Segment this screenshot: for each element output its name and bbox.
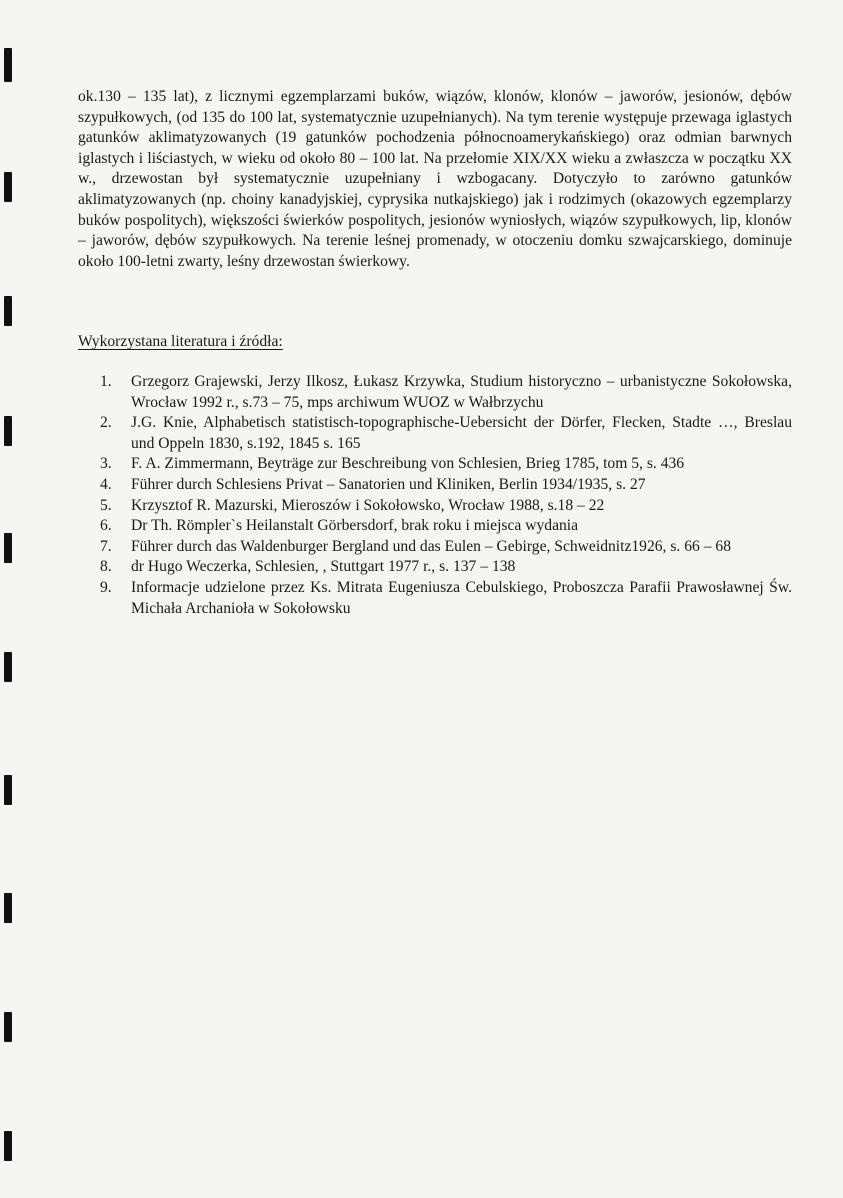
reference-item [100, 454, 792, 475]
reference-item [100, 475, 792, 496]
reference-text: Führer durch Schlesiens Privat – Sanatorien und Kliniken, Berlin 1934/1935, s. 27 [131, 475, 646, 493]
reference-number: 7. [100, 537, 112, 555]
binding-mark [4, 48, 12, 82]
binding-mark [4, 533, 12, 563]
body-text: ok.130 – 135 lat), z licznymi egzemplarzami buków, wiązów, klonów, klonów – jaworów, jesionów, dębów szypułkowych, (od 135 do 100 lat, systematycznie uzupełnianych). Na tym terenie występuje przewaga iglastych gatunków aklimatyzowanych (19 gatunków pochodzenia północnoamerykańskiego) oraz odmian barwnych iglastych i liściastych, w wieku od około 80 – 100 lat. Na przełomie XIX/XX wieku a zwłaszcza w początku XX w., drzewostan był systematycznie uzupełniany i wzbogacany. Dotyczyło to zarówno gatunków aklimatyzowanych (np. choiny kanadyjskiej, cyprysika nutkajskiego) jak i rodzimych (okazowych egzemplarzy buków pospolitych), większości świerków pospolitych, jesionów wyniosłych, wiązów szypułkowych, lip, klonów – jaworów, dębów szypułkowych. Na terenie leśnej promenady, w otoczeniu domku szwajcarskiego, dominuje około 100-letni zwarty, leśny drzewostan świerkowy. [78, 88, 792, 270]
reference-text: Krzysztof R. Mazurski, Mieroszów i Sokołowsko, Wrocław 1988, s.18 – 22 [131, 496, 605, 514]
reference-text: Grzegorz Grajewski, Jerzy Ilkosz, Łukasz Krzywka, Studium historyczno – urbanistyczne Sokołowska, Wrocław 1992 r., s.73 – 75, mps archiwum WUOZ w Wałbrzychu [131, 373, 792, 411]
reference-item [100, 413, 792, 454]
literature-heading: Wykorzystana literatura i źródła: [78, 333, 283, 350]
body-paragraph [78, 87, 792, 272]
reference-text: Dr Th. Römpler`s Heilanstalt Görbersdorf, brak roku i miejsca wydania [131, 517, 579, 535]
binding-mark [4, 172, 12, 202]
binding-mark [4, 893, 12, 923]
reference-item [100, 372, 792, 413]
reference-number: 6. [100, 517, 112, 535]
binding-mark [4, 1131, 12, 1161]
reference-text: Führer durch das Waldenburger Bergland und das Eulen – Gebirge, Schweidnitz1926, s. 66 – 68 [131, 537, 732, 555]
reference-number: 3. [100, 455, 112, 473]
reference-item [100, 557, 792, 578]
reference-text: dr Hugo Weczerka, Schlesien, , Stuttgart 1977 r., s. 137 – 138 [131, 558, 516, 576]
reference-number: 8. [100, 558, 112, 576]
reference-number: 2. [100, 414, 112, 432]
reference-item [100, 578, 792, 619]
reference-number: 1. [100, 373, 112, 390]
binding-mark [4, 775, 12, 805]
binding-mark [4, 1012, 12, 1042]
reference-text: F. A. Zimmermann, Beyträge zur Beschreibung von Schlesien, Brieg 1785, tom 5, s. 436 [131, 455, 685, 473]
reference-item [100, 516, 792, 537]
reference-item [100, 496, 792, 517]
reference-number: 4. [100, 475, 112, 493]
reference-number: 5. [100, 496, 112, 514]
reference-number: 9. [100, 578, 112, 596]
reference-text: Informacje udzielone przez Ks. Mitrata Eugeniusza Cebulskiego, Proboszcza Parafii Prawosławnej Św. Michała Archanioła w Sokołowsku [131, 578, 792, 617]
binding-mark [4, 416, 12, 446]
reference-list [100, 372, 792, 619]
binding-mark [4, 652, 12, 682]
reference-item [100, 537, 792, 558]
reference-text: J.G. Knie, Alphabetisch statistisch-topographische-Uebersicht der Dörfer, Flecken, Stadte …, Breslau und Oppeln 1830, s.192, 1845 s. 165 [131, 414, 792, 452]
binding-mark [4, 296, 12, 326]
